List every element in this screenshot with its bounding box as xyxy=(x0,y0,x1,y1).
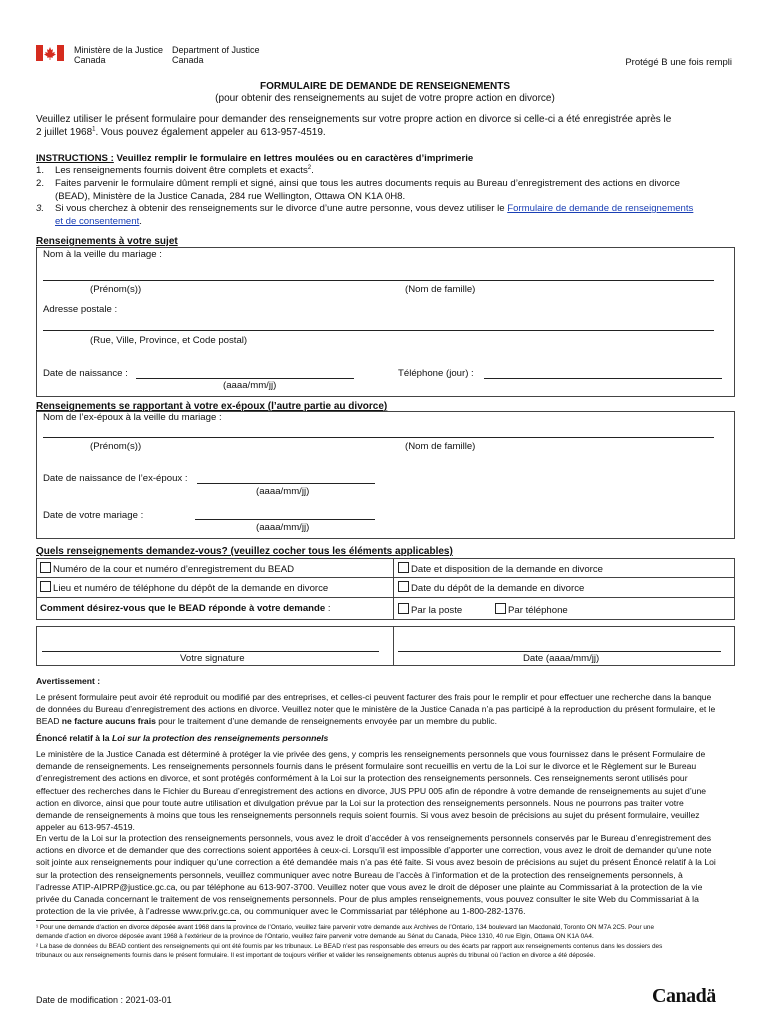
signature-date-field[interactable] xyxy=(398,651,721,652)
header-fr-dept: Ministère de la Justice xyxy=(74,45,164,55)
reply-by-phone[interactable]: Par téléphone xyxy=(495,603,568,617)
marriage-date-caption: (aaaa/mm/jj) xyxy=(256,522,310,533)
signature-caption: Votre signature xyxy=(180,653,245,664)
section-request-heading: Quels renseignements demandez-vous? (veuillez cocher tous les éléments applicables) xyxy=(36,546,453,557)
section-self-heading: Renseignements à votre sujet xyxy=(36,236,178,247)
ex-dob-field[interactable] xyxy=(197,483,375,484)
canada-flag-icon xyxy=(36,45,64,61)
checkbox[interactable] xyxy=(398,562,409,573)
privacy-paragraph-2: En vertu de la Loi sur la protection des renseignements personnels, vous avez le droit d’accéder à vos renseignements personnels conservés par le Bureau d’enregistrement des actions en divorce et de demander que des corrections soient apportées à ceux-ci. Lorsqu’il est impossible d’apporter une correction, vous avez le droit de demander qu’une note soit jointe aux renseignements pour indiquer qu’une correction a été demandée mais n’a pas été faite. Si vous avez besoin de précisions au sujet du présent Énoncé relatif à la Loi sur la protection des renseignements personnels, veuillez communiquer avec notre Bureau de l’accès à l’information et de la protection des renseignements personnels, à l’adresse ATIP-AIPRP@justice.gc.ca, ou par téléphone au 613-907-3700. Veuillez noter que vous avez le droit de déposer une plainte au Commissariat à la protection de la vie privée du Canada concernant le traitement de vos renseignements personnels. Pour de plus amples renseignements, vous pouvez consulter le site Web du Commissariat à la protection de la vie privée, à l’adresse www.priv.gc.ca, ou communiquer avec le Commissariat par téléphone au 1-800-282-1376. xyxy=(36,833,716,917)
self-dob-field[interactable] xyxy=(136,378,354,379)
ex-name-field[interactable] xyxy=(43,437,714,438)
signature-field[interactable] xyxy=(42,651,379,652)
reply-by-mail[interactable]: Par la poste xyxy=(398,603,462,617)
checkbox[interactable] xyxy=(40,562,51,573)
ex-firstname-caption: (Prénom(s)) xyxy=(90,441,142,452)
header-fr-country: Canada xyxy=(74,55,106,66)
self-address-caption: (Rue, Ville, Province, et Code postal) xyxy=(90,335,248,346)
signature-box xyxy=(36,626,735,666)
marriage-date-field[interactable] xyxy=(195,519,375,520)
consent-form-link[interactable]: Formulaire de demande de renseignements xyxy=(507,203,694,215)
form-title: FORMULAIRE DE DEMANDE DE RENSEIGNEMENTS xyxy=(259,81,510,92)
form-subtitle: (pour obtenir des renseignements au sujet de votre propre action en divorce) xyxy=(215,93,555,104)
self-phone-label: Téléphone (jour) : xyxy=(398,368,474,379)
modification-date: Date de modification : 2021-03-01 xyxy=(36,995,172,1005)
section-self-box xyxy=(36,247,735,397)
footnote-divider xyxy=(36,920,236,921)
self-address-field[interactable] xyxy=(43,330,714,331)
reply-method-label: Comment désirez-vous que le BEAD réponde à votre demande : xyxy=(40,603,331,614)
self-dob-caption: (aaaa/mm/jj) xyxy=(223,380,277,391)
self-name-field[interactable] xyxy=(43,280,714,281)
footnote-2: ² La base de données du BEAD contient des renseignements qui ont été fournis par les tribunaux. Le BEAD n’est pas responsable des erreurs ou des écarts par rapport aux renseignements contenus dans les dossiers des tribunaux ou aux renseignements fournis dans le présent formulaire. Il est important de toujours vérifier et valider les renseignements obtenus auprès du tribunal où l’action en divorce a été déposée. xyxy=(36,943,663,959)
privacy-paragraph-1: Le ministère de la Justice Canada est déterminé à protéger la vie privée des gens, y compris les renseignements personnels que vous fournissez dans le présent Formulaire de demande de renseignements. Les renseignements personnels fournis dans le présent formulaire sont recueillis en vertu de la Loi sur le divorce et le Règlement sur le Bureau d’enregistrement des actions en divorce, et sont protégés conformément à la Loi sur la protection des renseignements personnels. Ces renseignements seront utilisés pour effectuer des recherches dans le Fichier du Bureau d’enregistrement des actions en divorce, JUS PPU 005 afin de répondre à votre demande de renseignements au sujet d’une action en divorce, ainsi que pour toute autre utilisation et divulgation prévue par la Loi sur la protection des renseignements personnels. Nous ne pourrons pas traiter votre demande de renseignements à moins que tous les renseignements personnels requis soient fournis. Si vous avez besoin de précisions au sujet du présent formulaire, veuillez appeler au 613-957-4519. xyxy=(36,749,707,833)
warning-text: Le présent formulaire peut avoir été reproduit ou modifié par des entreprises, et celles-ci peuvent facturer des frais pour le remplir et pour effectuer une recherche dans la banque de données du Bureau d’enregistrement des actions en divorce. Veuillez noter que le ministère de la Justice Canada n’a pas participé à la reproduction du présent formulaire, et le BEAD ne facture aucuns frais pour le traitement d’une demande de renseignements envoyée par un membre du public. xyxy=(36,692,716,727)
option-filing-place[interactable]: Lieu et numéro de téléphone du dépôt de la demande en divorce xyxy=(40,581,328,595)
checkbox[interactable] xyxy=(398,603,409,614)
ex-dob-caption: (aaaa/mm/jj) xyxy=(256,486,310,497)
instructions: INSTRUCTIONS : Veuillez remplir le formulaire en lettres moulées ou en caractères d’imprimerie 1. Les renseignements fournis doivent être complets et exacts$^2$. 2. Faites parvenir le formulaire dûment rempli et signé, ainsi que tous les autres documents requis au Bureau d’enregistrement des actions en divorce (BEAD), Ministère de la Justice Canada, 284 rue Wellington, Ottawa ON K1A 0H8. 3. Si vous cherchez à obtenir des renseignements sur le divorce d’une autre personne, vous devez utiliser le Formulaire de demande de renseignements et de consentement. xyxy=(36,153,694,227)
option-court-number[interactable]: Numéro de la cour et numéro d’enregistrement du BEAD xyxy=(40,562,294,576)
checkbox[interactable] xyxy=(40,581,51,592)
ex-dob-label: Date de naissance de l’ex-époux : xyxy=(43,473,188,484)
canada-wordmark: Canadä xyxy=(652,985,716,1007)
ex-name-label: Nom de l’ex-époux à la veille du mariage : xyxy=(43,412,222,423)
intro-paragraph: Veuillez utiliser le présent formulaire pour demander des renseignements sur votre propre action en divorce si celle-ci a été enregistrée après le 2 juillet 1968$^1$. Vous pouvez également appeler au 613-957-4519. xyxy=(36,114,672,138)
section-ex-heading: Renseignements se rapportant à votre ex-époux (l’autre partie au divorce) xyxy=(36,401,388,412)
self-lastname-caption: (Nom de famille) xyxy=(405,284,476,295)
ex-lastname-caption: (Nom de famille) xyxy=(405,441,476,452)
marriage-date-label: Date de votre mariage : xyxy=(43,510,144,521)
checkbox[interactable] xyxy=(495,603,506,614)
footnote-1: ¹ Pour une demande d’action en divorce déposée avant 1968 dans la province de l’Ontario, veuillez faire parvenir votre demande aux Archives de l’Ontario, 134 boulevard Ian Macdonald, Toronto ON M7A 2C5. Pour une demande d’action en divorce déposée avant 1968 à l’extérieur de la province de l’Ontario, veuillez faire parvenir votre demande au Sénat du Canada, Pièce 1310, 40 rue Elgin, Ottawa ON K1A 0A4. xyxy=(36,924,655,940)
consent-form-link-2[interactable]: et de consentement xyxy=(55,215,140,227)
warning-heading: Avertissement : xyxy=(36,676,101,686)
self-phone-field[interactable] xyxy=(484,378,722,379)
self-address-label: Adresse postale : xyxy=(43,304,118,315)
header-en-dept: Department of Justice xyxy=(172,45,260,55)
protection-label: Protégé B une fois rempli xyxy=(625,57,732,68)
option-date-disposition[interactable]: Date et disposition de la demande en divorce xyxy=(398,562,603,576)
option-filing-date[interactable]: Date du dépôt de la demande en divorce xyxy=(398,581,584,595)
self-name-label: Nom à la veille du mariage : xyxy=(43,249,162,260)
self-dob-label: Date de naissance : xyxy=(43,368,128,379)
signature-date-caption: Date (aaaa/mm/jj) xyxy=(523,653,600,664)
privacy-heading: Énoncé relatif à la Loi sur la protection des renseignements personnels xyxy=(36,733,329,743)
self-firstname-caption: (Prénom(s)) xyxy=(90,284,142,295)
checkbox[interactable] xyxy=(398,581,409,592)
header-en-country: Canada xyxy=(172,55,204,66)
